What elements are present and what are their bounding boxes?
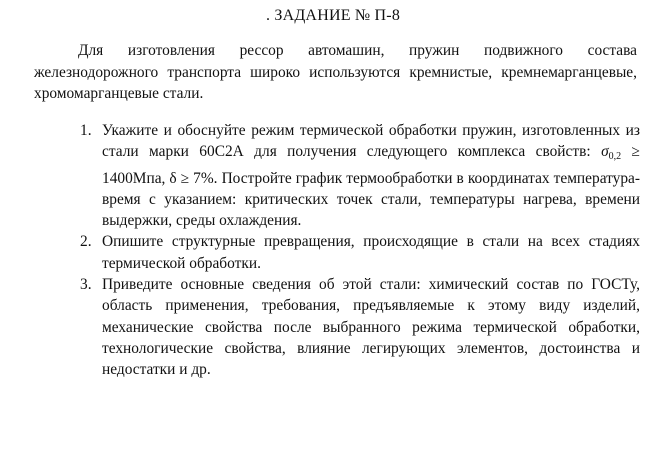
task-number-3: 3. [80,276,92,294]
sigma-condition: ≥ 1400Мпа, [102,143,641,187]
task-2-text: Опишите структурные превращения, происходящие в стали на всех стадиях термической обработки. [102,233,640,272]
sigma-subscript: 0,2 [608,151,622,163]
task-item-1 [80,120,640,231]
delta-symbol: δ [169,169,177,187]
task-number-2: 2. [80,233,92,251]
task-item-2 [80,231,640,274]
task-list [80,120,640,381]
assignment-title: . ЗАДАНИЕ № П-8 [265,7,401,24]
task-item-3 [80,274,640,380]
intro-paragraph: Для изготовления рессор автомашин, пружин подвижного состава железнодорожного транспорта широко используются кремнистые, кремнемарганцевые, хромомарганцевые стали. [34,42,637,102]
delta-condition: ≥ 7%. [176,169,218,187]
task-number-1: 1. [80,122,92,139]
task-1-text-after: Постройте график термообработки в координатах температура-время с указанием: критических точек стали, температуры нагрева, времени выдержки, среды охлаждения. [102,169,640,230]
task-1-text-before: Укажите и обоснуйте режим термической обработки пружин, изготовленных из стали марки 60С2А для получения следующего комплекса свойств: [102,122,640,161]
sigma-symbol: σ [601,143,609,161]
task-3-text: Приведите основные сведения об этой стали: химический состав по ГОСТу, область применения, требования, предъявляемые к этому виду изделий, механические свойства после выбранного режима термической обработки, технологические свойства, влияние легирующих элементов, достоинства и недостатки и др. [102,276,640,379]
